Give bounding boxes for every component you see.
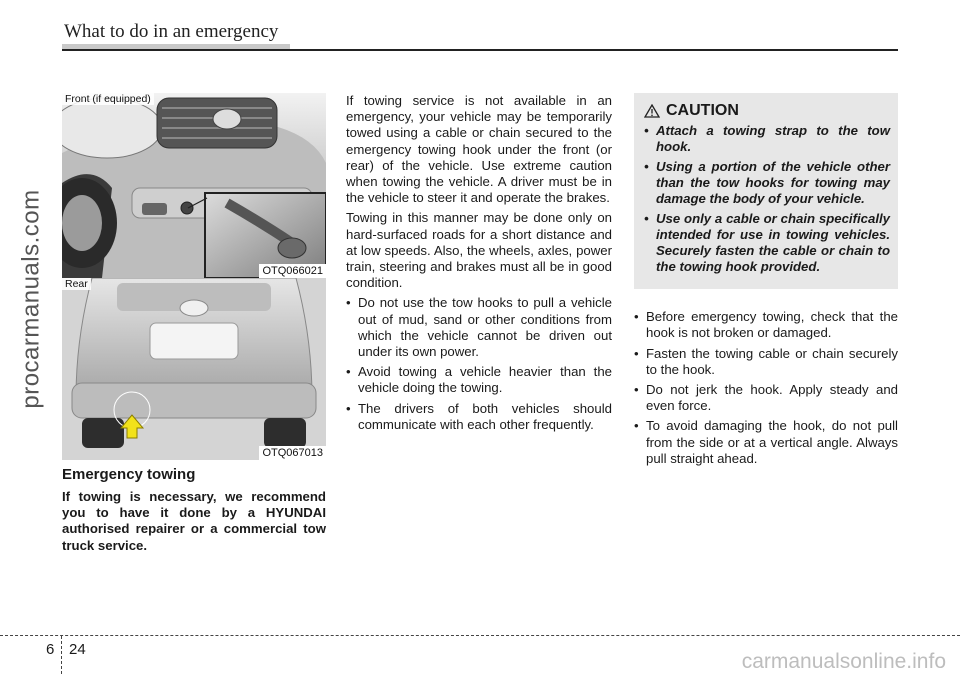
right-bullet-list — [634, 309, 898, 467]
bottom-watermark: carmanualsonline.info — [741, 650, 946, 673]
front-figure-label: Front (if equipped) — [62, 93, 154, 105]
bullet-item: • Fasten the towing cable or chain securely to the hook. — [634, 346, 898, 378]
caution-item: • Attach a towing strap to the tow hook. — [644, 123, 890, 155]
chapter-number: 6 — [46, 641, 55, 658]
middle-bullet-list — [346, 295, 612, 433]
front-figure-code: OTQ066021 — [259, 264, 326, 278]
front-car-illustration — [62, 93, 326, 278]
left-column — [62, 466, 326, 554]
page-header-title: What to do in an emergency — [64, 21, 279, 42]
middle-column — [346, 93, 612, 437]
footer-rule — [0, 635, 960, 636]
rear-car-illustration — [62, 278, 326, 460]
rear-figure-code: OTQ067013 — [259, 446, 326, 460]
paragraph: Towing in this manner may be done only on hard-surfaced roads for a short distance and at low speeds. Also, the wheels, axles, power train, steering and brakes must all be in good condition. — [346, 210, 612, 291]
side-watermark: procarmanuals.com — [17, 189, 45, 409]
recommendation-paragraph: If towing is necessary, we recommend you to have it done by a HYUNDAI authorised repairer or a commercial tow truck service. — [62, 489, 326, 553]
rear-tow-hook-figure — [62, 278, 326, 460]
header-rule — [62, 49, 898, 51]
bullet-item: • Before emergency towing, check that the hook is not broken or damaged. — [634, 309, 898, 341]
footer-divider — [61, 636, 62, 674]
warning-triangle-icon — [644, 104, 660, 118]
bullet-item: • The drivers of both vehicles should communicate with each other frequently. — [346, 401, 612, 433]
right-column — [634, 93, 898, 471]
caution-item: • Using a portion of the vehicle other than the tow hooks for towing may damage the body of your vehicle. — [644, 159, 890, 207]
caution-list — [644, 123, 890, 275]
page-number: 24 — [69, 641, 86, 658]
bullet-item: • Avoid towing a vehicle heavier than the vehicle doing the towing. — [346, 364, 612, 396]
caution-title: CAUTION — [666, 102, 739, 119]
bullet-item: • To avoid damaging the hook, do not pull from the side or at a vertical angle. Always pull straight ahead. — [634, 418, 898, 467]
bullet-item: • Do not use the tow hooks to pull a vehicle out of mud, sand or other conditions from which the vehicle cannot be driven out under its own power. — [346, 295, 612, 360]
paragraph: If towing service is not available in an emergency, your vehicle may be temporarily towed using a cable or chain secured to the emergency towing hook under the front (or rear) of the vehicle. Use extreme caution when towing the vehicle. A driver must be in the vehicle to steer it and operate the brakes. — [346, 93, 612, 206]
bullet-item: • Do not jerk the hook. Apply steady and even force. — [634, 382, 898, 414]
section-heading: Emergency towing — [62, 466, 196, 483]
caution-box — [634, 93, 898, 289]
caution-item: • Use only a cable or chain specifically intended for use in towing vehicles. Securely fasten the cable or chain to the towing hook provided. — [644, 211, 890, 275]
front-tow-hook-figure — [62, 93, 326, 278]
rear-figure-label: Rear — [62, 278, 91, 290]
caution-header — [644, 103, 890, 119]
